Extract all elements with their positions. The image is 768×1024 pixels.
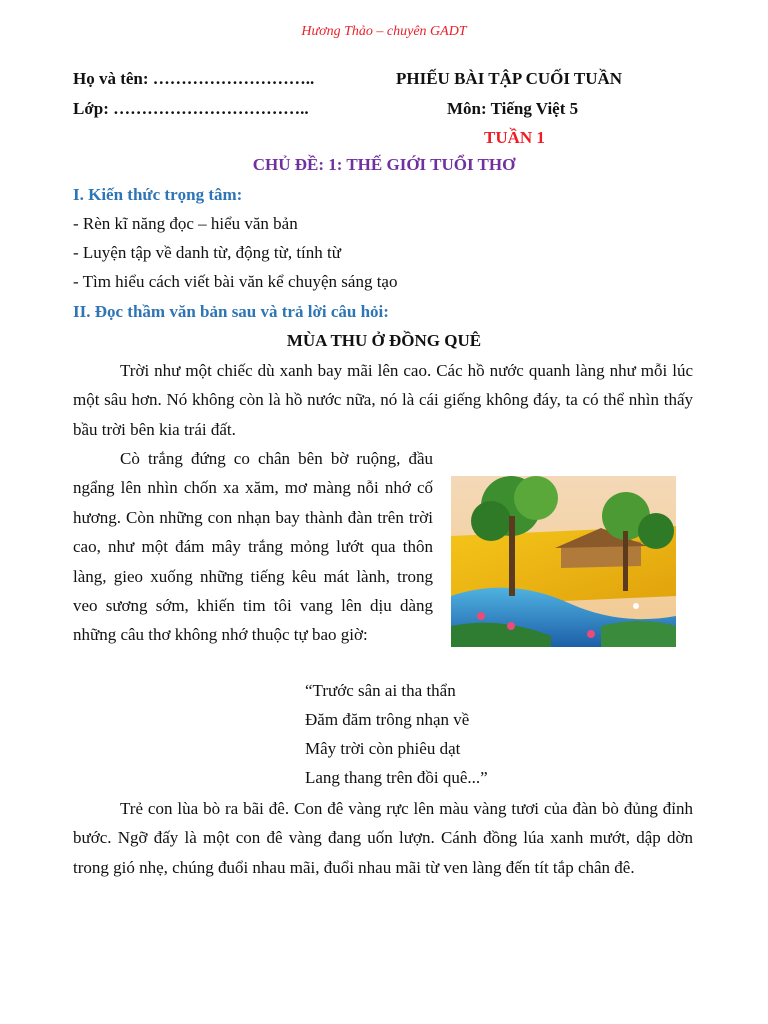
passage-paragraph-1: Trời như một chiếc dù xanh bay mãi lên cao. Các hồ nước quanh làng như mỗi lúc một sâu hơn. Nó không còn là hồ nước nữa, nó là cái giếng không đáy, ta có thể nhìn thấy bầu trời bên kia trái đất. [73,361,693,439]
topic-heading: CHỦ ĐỀ: 1: THẾ GIỚI TUỔI THƠ [252,155,516,174]
sheet-title: PHIẾU BÀI TẬP CUỐI TUẦN [396,69,623,88]
section1-item: - Luyện tập về danh từ, động từ, tính từ [73,243,341,262]
page-header: Hương Thảo – chuyên GADT [301,24,467,39]
week-label: TUẦN 1 [484,128,545,147]
class-field-label: Lớp: …………………………….. [73,99,309,118]
subject-label: Môn: Tiếng Việt 5 [447,99,579,118]
section1-item: - Tìm hiểu cách viết bài văn kể chuyện sáng tạo [73,272,398,291]
section1-heading: I. Kiến thức trọng tâm: [73,185,243,204]
poem-line: “Trước sân ai tha thẩn [305,681,456,700]
passage-paragraph-2: Cò trắng đứng co chân bên bờ ruộng, đầu ngẩng lên nhìn chốn xa xăm, mơ màng nỗi nhớ cố hương. Còn những con nhạn bay thành đàn trên trời cao, như một đám mây trắng mỏng lướt qua thôn làng, gieo xuống những tiếng kêu mát lành, trong veo sương sớm, khiến tim tôi vang lên dịu dàng những câu thơ không nhớ thuộc tự bao giờ: [73,449,433,645]
passage-paragraph-3: Trẻ con lùa bò ra bãi đê. Con đê vàng rực lên màu vàng tươi của đàn bò đủng đỉnh bước. Ngỡ đấy là một con đê vàng đang uốn lượn. Cánh đồng lúa xanh mướt, dập dờn trong gió nhẹ, chúng đuổi nhau mãi, đuổi nhau mãi từ ven làng đến tít tắp chân đê. [73,799,693,877]
poem-line: Đăm đăm trông nhạn về [305,710,470,729]
countryside-painting [451,476,676,647]
passage-title: MÙA THU Ở ĐỒNG QUÊ [286,331,482,350]
section2-heading: II. Đọc thầm văn bản sau và trả lời câu hỏi: [73,302,389,321]
poem-line: Mây trời còn phiêu dạt [305,739,461,758]
section1-item: - Rèn kĩ năng đọc – hiểu văn bản [73,214,298,233]
name-field-label: Họ và tên: ……………………….. [73,69,315,88]
poem-line: Lang thang trên đồi quê...” [305,768,488,787]
